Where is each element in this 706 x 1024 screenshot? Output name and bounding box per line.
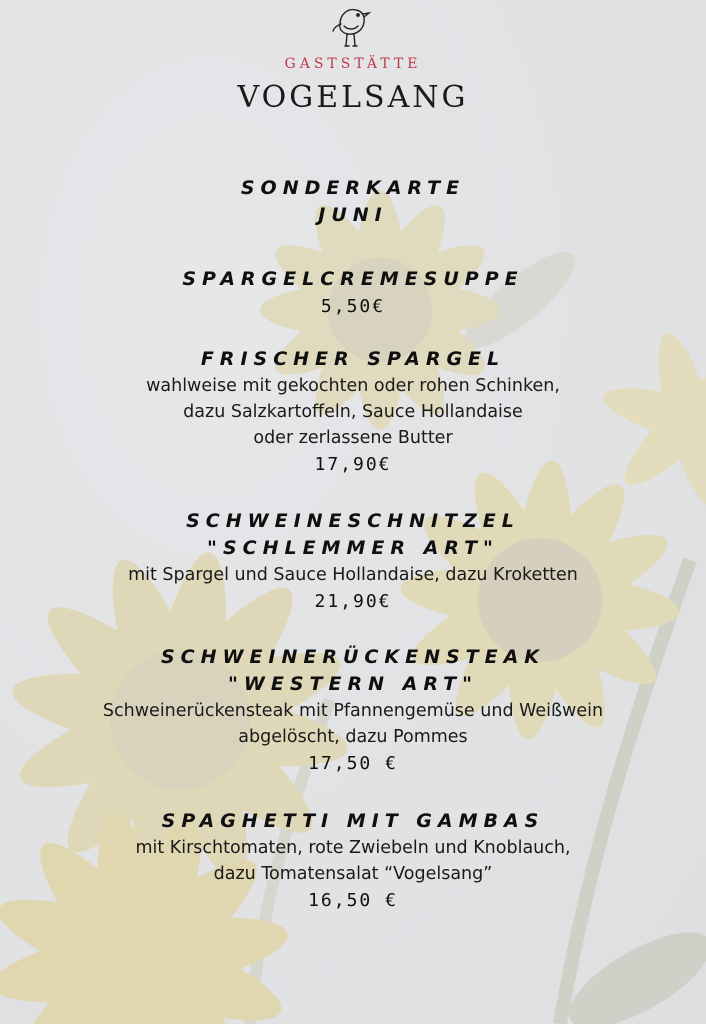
dish-description: abgelöscht, dazu Pommes [238,727,468,747]
dish-description: dazu Salzkartoffeln, Sauce Hollandaise [183,402,523,422]
dish-description: dazu Tomatensalat “Vogelsang” [213,864,493,884]
logo-name: VOGELSANG [237,80,469,115]
menu-item [0,266,706,321]
dish-description: wahlweise mit gekochten oder rohen Schinken, [146,376,560,396]
dish-price: 16,50 € [308,890,398,911]
dish-title: SPARGELCREMESUPPE [182,268,524,290]
dish-description: mit Spargel und Sauce Hollandaise, dazu Kroketten [128,565,578,585]
dish-subtitle: "WESTERN ART" [228,673,478,695]
dish-description: Schweinerückensteak mit Pfannengemüse und Weißwein [102,701,604,721]
dish-title: FRISCHER SPARGEL [200,348,506,370]
menu-title [0,175,706,229]
dish-price: 17,50 € [308,753,398,774]
menu-item [0,508,706,616]
menu-title-line2: JUNI [318,204,388,226]
bird-icon [332,2,372,52]
dish-price: 17,90€ [314,454,392,475]
logo-subtitle: GASTSTÄTTE [284,56,422,72]
dish-price: 5,50€ [320,296,386,317]
menu-item [0,808,706,915]
dish-description: oder zerlassene Butter [253,428,453,448]
menu-item [0,644,706,778]
dish-title: SCHWEINERÜCKENSTEAK [160,646,546,668]
dish-title: SCHWEINESCHNITZEL [186,510,520,532]
dish-price: 21,90€ [314,591,392,612]
menu-title-line1: SONDERKARTE [240,177,466,199]
dish-title: SPAGHETTI MIT GAMBAS [161,810,545,832]
dish-subtitle: "SCHLEMMER ART" [207,537,499,559]
menu-item [0,346,706,479]
dish-description: mit Kirschtomaten, rote Zwiebeln und Knoblauch, [135,838,571,858]
